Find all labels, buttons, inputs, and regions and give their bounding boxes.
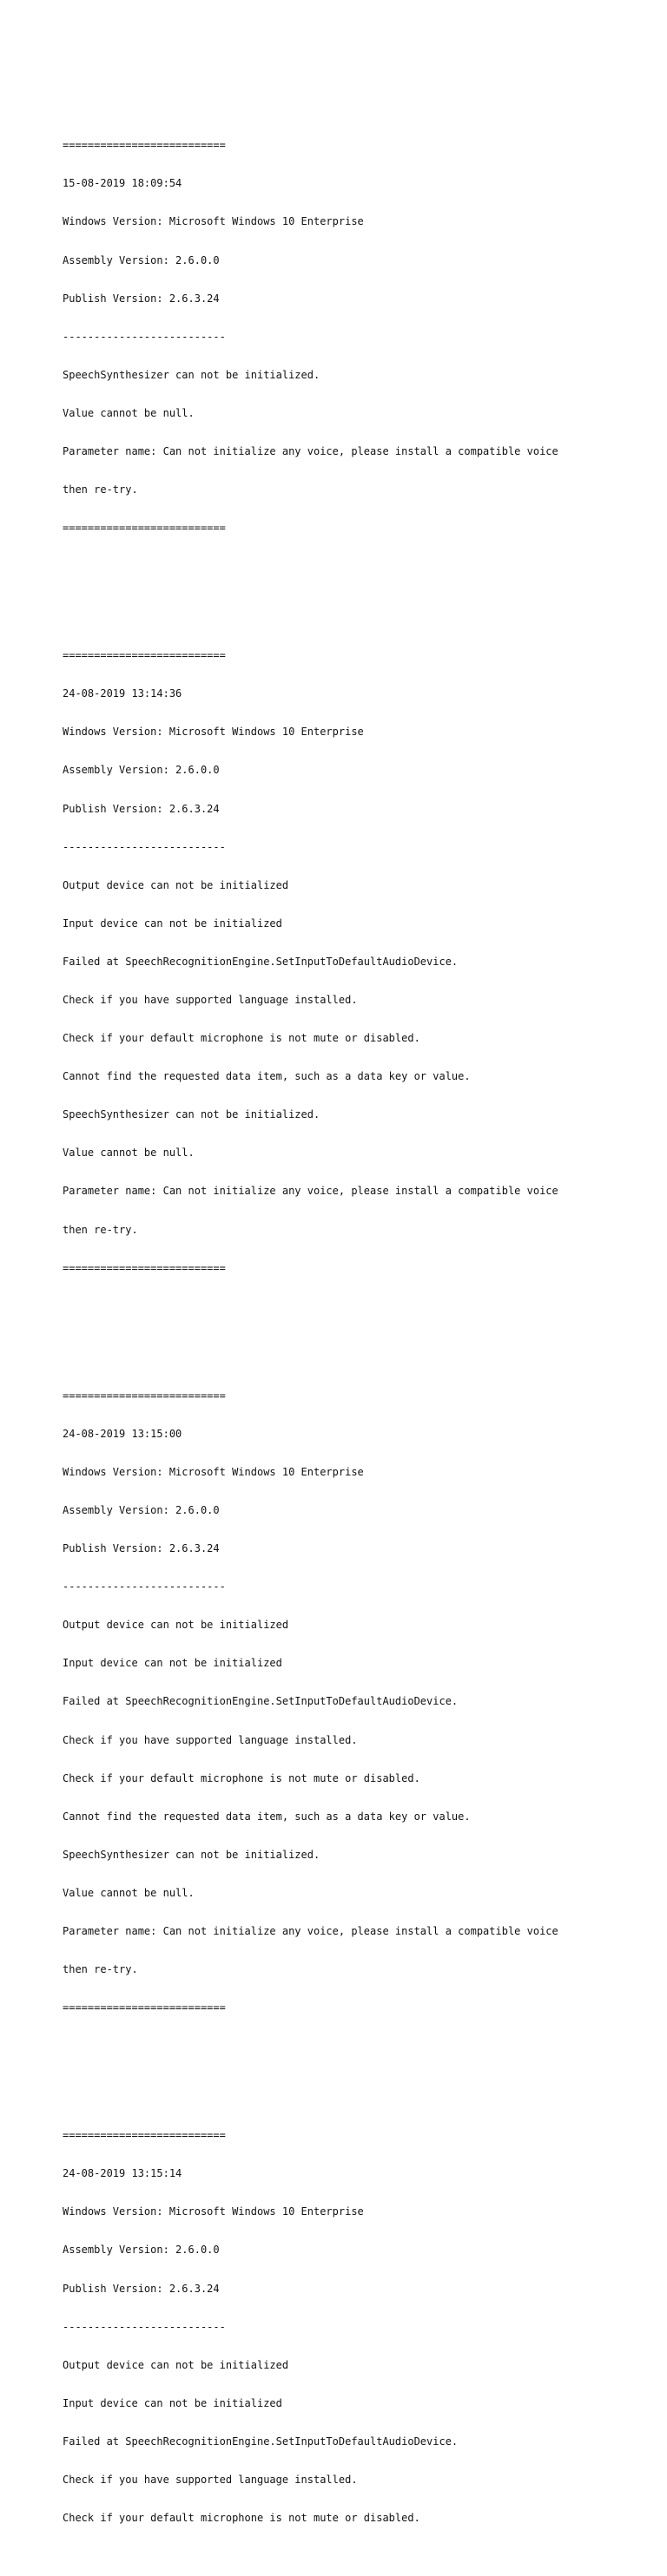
entry-timestamp: 24-08-2019 13:15:14 xyxy=(63,2167,182,2180)
log-message: Value cannot be null. xyxy=(63,1886,195,1899)
entry-timestamp: 24-08-2019 13:14:36 xyxy=(63,687,182,700)
entry-divider: -------------------------- xyxy=(63,330,226,343)
windows-version: Windows Version: Microsoft Windows 10 Enterprise xyxy=(63,1465,364,1478)
log-entry xyxy=(63,624,653,1300)
entry-separator-top: ========================== xyxy=(63,1389,226,1402)
log-message: Check if you have supported language installed. xyxy=(63,994,358,1006)
entry-divider: -------------------------- xyxy=(63,1580,226,1594)
entry-separator-bottom: ========================== xyxy=(63,522,226,535)
entry-separator-bottom: ========================== xyxy=(63,1261,226,1274)
log-message: Output device can not be initialized xyxy=(63,2358,289,2371)
log-message: Parameter name: Can not initialize any voice, please install a compatible voice xyxy=(63,1185,558,1198)
log-message: Check if your default microphone is not mute or disabled. xyxy=(63,1032,420,1045)
log-message: Check if your default microphone is not mute or disabled. xyxy=(63,1771,420,1784)
log-message: Parameter name: Can not initialize any voice, please install a compatible voice xyxy=(63,1924,558,1937)
log-message: then re-try. xyxy=(63,483,138,496)
log-message: Parameter name: Can not initialize any voice, please install a compatible voice xyxy=(63,444,558,457)
windows-version: Windows Version: Microsoft Windows 10 Enterprise xyxy=(63,215,364,228)
log-message: SpeechSynthesizer can not be initialized. xyxy=(63,1848,320,1861)
assembly-version: Assembly Version: 2.6.0.0 xyxy=(63,764,220,777)
entry-timestamp: 24-08-2019 13:15:00 xyxy=(63,1427,182,1440)
entry-separator-top: ========================== xyxy=(63,139,226,152)
entry-divider: -------------------------- xyxy=(63,840,226,853)
log-message: Check if you have supported language installed. xyxy=(63,2474,358,2486)
assembly-version: Assembly Version: 2.6.0.0 xyxy=(63,253,220,266)
log-message: Value cannot be null. xyxy=(63,406,195,419)
log-entry xyxy=(63,2104,653,2550)
log-message: Output device can not be initialized xyxy=(63,878,289,891)
log-message: Input device can not be initialized xyxy=(63,917,282,930)
entry-timestamp: 15-08-2019 18:09:54 xyxy=(63,177,182,190)
publish-version: Publish Version: 2.6.3.24 xyxy=(63,1542,220,1555)
publish-version: Publish Version: 2.6.3.24 xyxy=(63,292,220,305)
log-message: Failed at SpeechRecognitionEngine.SetInputToDefaultAudioDevice. xyxy=(63,1695,459,1708)
log-message: then re-try. xyxy=(63,1963,138,1976)
log-document xyxy=(63,62,653,2576)
log-message: Cannot find the requested data item, such as a data key or value. xyxy=(63,1070,471,1083)
windows-version: Windows Version: Microsoft Windows 10 Enterprise xyxy=(63,2205,364,2218)
entry-separator-top: ========================== xyxy=(63,649,226,662)
log-message: then re-try. xyxy=(63,1223,138,1236)
publish-version: Publish Version: 2.6.3.24 xyxy=(63,802,220,815)
log-message: SpeechSynthesizer can not be initialized. xyxy=(63,1108,320,1121)
log-message: Input device can not be initialized xyxy=(63,1657,282,1670)
log-message: Check if you have supported language installed. xyxy=(63,1733,358,1746)
log-message: SpeechSynthesizer can not be initialized. xyxy=(63,368,320,381)
log-message: Value cannot be null. xyxy=(63,1147,195,1160)
log-message: Output device can not be initialized xyxy=(63,1619,289,1632)
log-message: Failed at SpeechRecognitionEngine.SetInputToDefaultAudioDevice. xyxy=(63,955,459,968)
entry-separator-bottom: ========================== xyxy=(63,2001,226,2014)
log-message: Failed at SpeechRecognitionEngine.SetInputToDefaultAudioDevice. xyxy=(63,2435,459,2448)
log-message: Check if your default microphone is not mute or disabled. xyxy=(63,2512,420,2525)
publish-version: Publish Version: 2.6.3.24 xyxy=(63,2282,220,2295)
windows-version: Windows Version: Microsoft Windows 10 Enterprise xyxy=(63,726,364,739)
log-entry xyxy=(63,1364,653,2040)
log-entry xyxy=(63,114,653,560)
log-message: Cannot find the requested data item, such as a data key or value. xyxy=(63,1810,471,1823)
entry-separator-top: ========================== xyxy=(63,2129,226,2142)
entry-divider: -------------------------- xyxy=(63,2320,226,2333)
log-message: Input device can not be initialized xyxy=(63,2396,282,2409)
assembly-version: Assembly Version: 2.6.0.0 xyxy=(63,1503,220,1516)
assembly-version: Assembly Version: 2.6.0.0 xyxy=(63,2244,220,2257)
